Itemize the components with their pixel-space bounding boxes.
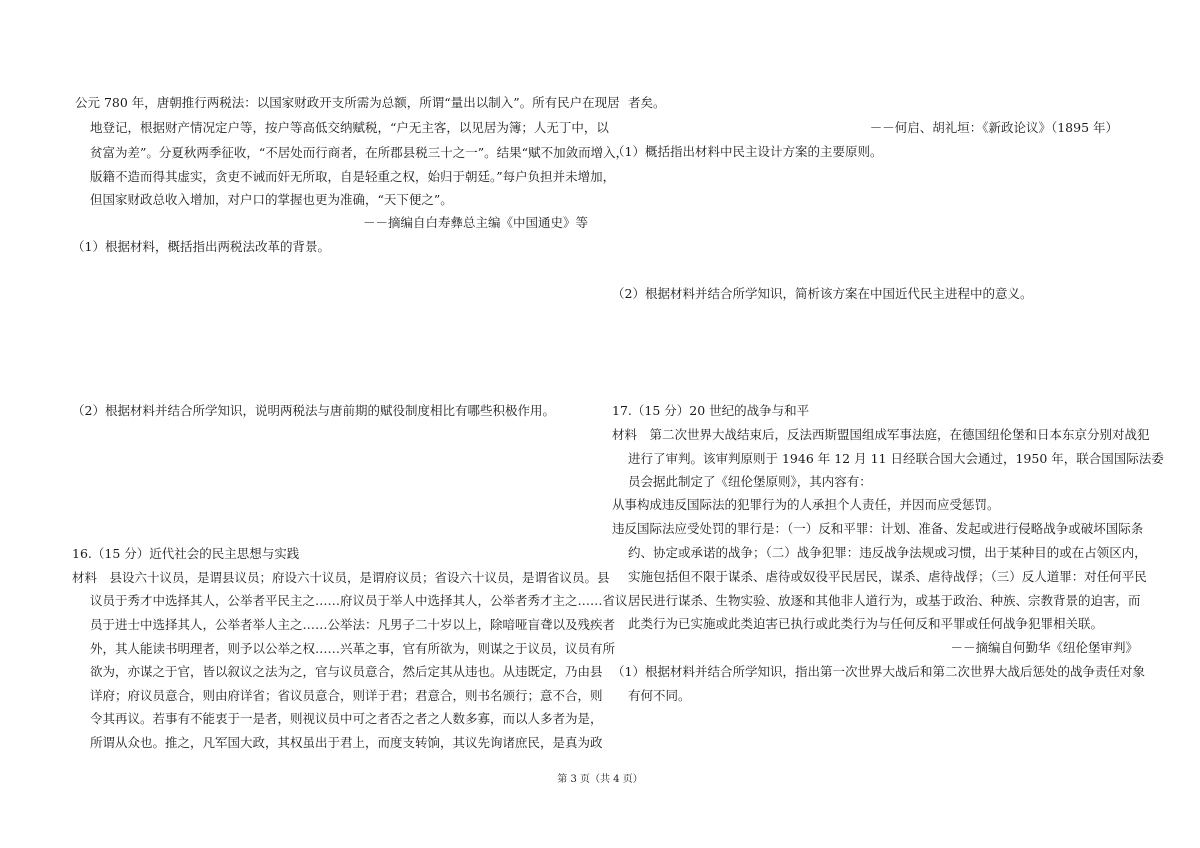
q15-subquestion-2: （2）根据材料并结合所学知识，说明两税法与唐前期的赋役制度相比有哪些积极作用。 <box>72 403 555 418</box>
q17-material-line: 实施包括但不限于谋杀、虐待或奴役平民居民，谋杀、虐待战俘；（三）反人道罪：对任何平民 <box>628 569 1147 584</box>
q15-material-line: 公元 780 年，唐朝推行两税法：以国家财政开支所需为总额，所谓“量出以制入”。所有民户在现居 <box>75 95 620 110</box>
q16-subquestion-1: （1）概括指出材料中民主设计方案的主要原则。 <box>612 144 883 159</box>
q16-material-line: 材料 县设六十议员，是谓县议员；府设六十议员，是谓府议员；省设六十议员，是谓省议员。县 <box>72 570 610 585</box>
q16-title: 16.（15 分）近代社会的民主思想与实践 <box>72 546 300 561</box>
q15-material-line: 地登记，根据财产情况定户等，按户等高低交纳赋税，“户无主客，以见居为簿；人无丁中，以 <box>90 120 609 135</box>
q16-material-line: 外，其人能读书明理者，则予以公举之权……兴革之事，官有所欲为，则谋之于议员，议员有所 <box>90 641 616 656</box>
q15-material-line: 但国家财政总收入增加，对户口的掌握也更为准确，“天下便之”。 <box>90 192 453 207</box>
q17-source: －－摘编自何勤华《纽伦堡审判》 <box>950 640 1138 655</box>
q17-title: 17.（15 分）20 世纪的战争与和平 <box>612 403 810 418</box>
q17-subquestion-1: （1）根据材料并结合所学知识，指出第一次世界大战后和第二次世界大战后惩处的战争责任对象 <box>612 664 1145 679</box>
q17-material-line: 进行了审判。该审判原则于 1946 年 12 月 11 日经联合国大会通过，1950 年，联合国国际法委 <box>628 451 1164 466</box>
q17-material-line: 材料 第二次世界大战结束后，反法西斯盟国组成军事法庭，在德国纽伦堡和日本东京分别对战犯 <box>612 427 1150 442</box>
q16-subquestion-2: （2）根据材料并结合所学知识，简析该方案在中国近代民主进程中的意义。 <box>612 286 1033 301</box>
q15-material-line: 版籍不造而得其虚实，贪吏不诫而奸无所取，自是轻重之权，始归于朝廷。”每户负担并未增加， <box>90 169 616 184</box>
q16-material-line: 详府；府议员意合，则由府详省；省议员意合，则详于君；君意合，则书名颁行；意不合，则 <box>90 688 603 703</box>
page-footer: 第 3 页（共 4 页） <box>557 774 643 785</box>
q16-material-line: 令其再议。若事有不能衷于一是者，则视议员中可之者否之者之人数多寡，而以人多者为是， <box>90 711 603 726</box>
q17-material-line: 从事构成违反国际法的犯罪行为的人承担个人责任，并因而应受惩罚。 <box>612 497 1000 512</box>
q17-material-line: 此类行为已实施或此类迫害已执行或此类行为与任何反和平罪或任何战争犯罪相关联。 <box>628 616 1104 631</box>
q16-material-line: 议员于秀才中选择其人，公举者平民主之……府议员于举人中选择其人，公举者秀才主之……省议 <box>90 593 628 608</box>
q17-material-line: 约、协定或承诺的战争；（二）战争犯罪：违反战争法规或习惯，出于某种目的或在占领区内， <box>628 545 1147 560</box>
q15-subquestion-1: （1）根据材料，概括指出两税法改革的背景。 <box>72 239 330 254</box>
q17-material-line: 违反国际法应受处罚的罪行是：（一）反和平罪：计划、准备、发起或进行侵略战争或破坏国际条 <box>612 521 1144 536</box>
q15-material-line: 贫富为差”。分夏秋两季征收，“不居处而行商者，在所郡县税三十之一”。结果“赋不加敛而增入， <box>90 145 629 160</box>
q15-source: －－摘编自白寿彝总主编《中国通史》等 <box>362 215 588 230</box>
q16-material-line: 所谓从众也。推之，凡军国大政，其权虽出于君上，而度支转饷，其议先询诸庶民，是真为政 <box>90 735 603 750</box>
q17-material-line: 居民进行谋杀、生物实验、放逐和其他非人道行为，或基于政治、种族、宗教背景的迫害，而 <box>628 593 1141 608</box>
q16-source: －－何启、胡礼垣：《新政论议》（1895 年） <box>869 120 1118 135</box>
q16-material-line: 欲为，亦谋之于官，皆以叙议之法为之，官与议员意合，然后定其从违也。从违既定，乃由县 <box>90 664 603 679</box>
q17-subquestion-1-cont: 有何不同。 <box>628 688 691 703</box>
q16-material-line: 员于进士中选择其人，公举者举人主之……公举法：凡男子二十岁以上，除喑哑盲聋以及残疾者 <box>90 617 616 632</box>
q16-material-continued: 者矣。 <box>628 95 666 110</box>
q17-material-line: 员会据此制定了《纽伦堡原则》，其内容有： <box>628 474 872 489</box>
